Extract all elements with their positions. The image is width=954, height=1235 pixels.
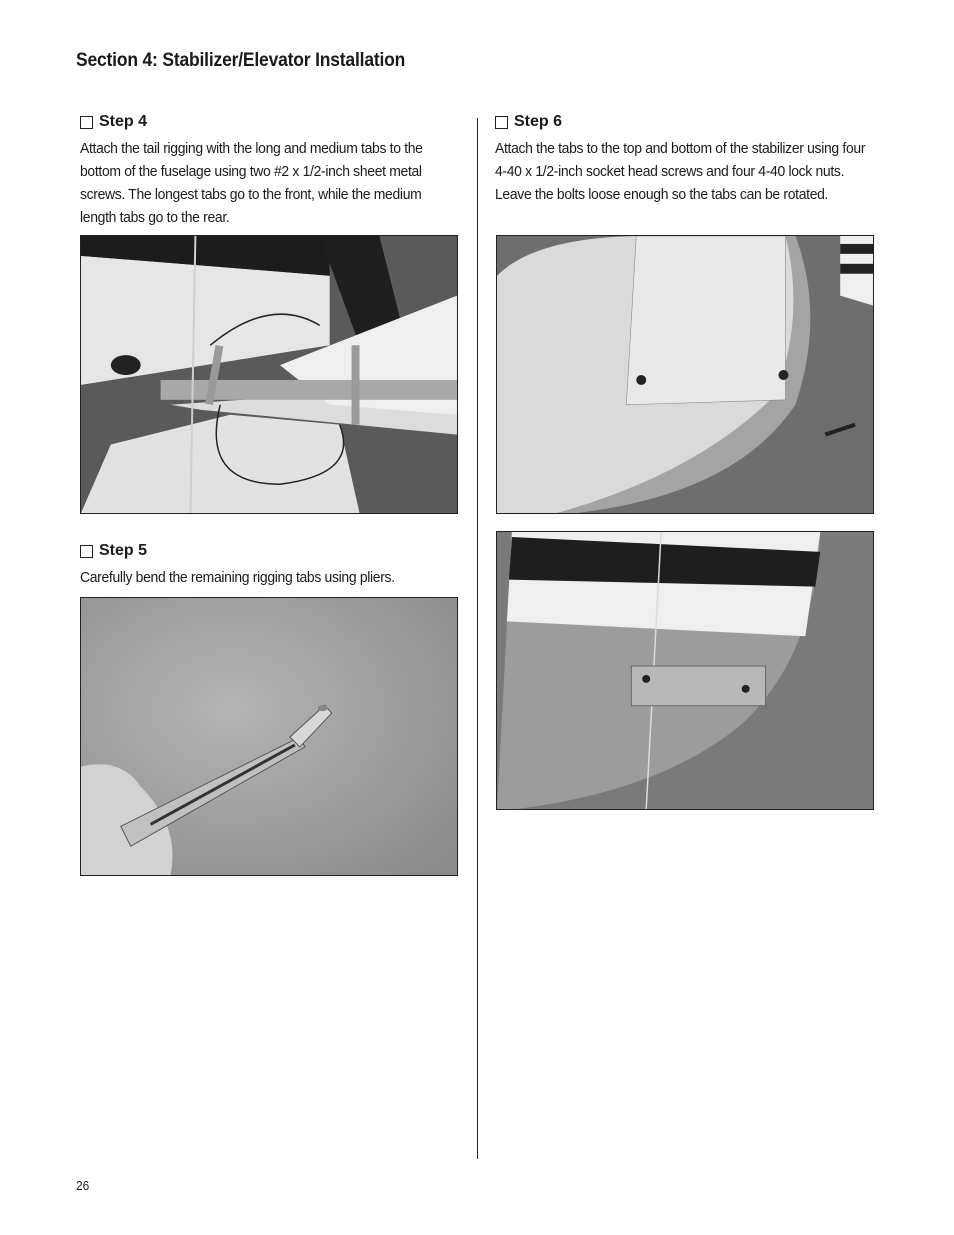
- step-6: [495, 111, 875, 206]
- photo-stabilizer-tabs-top: [496, 235, 874, 514]
- step-5-text: Carefully bend the remaining rigging tabs using pliers.: [80, 569, 395, 586]
- step-5-title: Step 5: [99, 542, 148, 559]
- photo-tail-rigging-fuselage: [80, 235, 458, 514]
- step-5: [80, 540, 460, 589]
- column-divider: [477, 118, 478, 1159]
- photo-stabilizer-tabs-top-image: [497, 236, 873, 513]
- step-4-text: Attach the tail rigging with the long and medium tabs to the bottom of the fuselage using two #2 x 1/2-inch sheet metal screws. The longest tabs go to the front, while the medium length tabs go to the rear.: [80, 140, 423, 226]
- photo-bending-tabs-pliers-image: [81, 598, 457, 875]
- step-6-title: Step 6: [514, 113, 563, 130]
- section-title: Section 4: Stabilizer/Elevator Installation: [76, 50, 406, 71]
- photo-tail-rigging-fuselage-image: [81, 236, 457, 513]
- step-5-checkbox[interactable]: [80, 545, 93, 558]
- photo-stabilizer-tabs-bottom: [496, 531, 874, 810]
- step-4-checkbox[interactable]: [80, 116, 93, 129]
- step-4-heading: [80, 111, 460, 133]
- step-6-checkbox[interactable]: [495, 116, 508, 129]
- page-number: 26: [76, 1178, 90, 1193]
- photo-bending-tabs-pliers: [80, 597, 458, 876]
- step-6-heading: [495, 111, 875, 133]
- step-4-title: Step 4: [99, 113, 148, 130]
- photo-stabilizer-tabs-bottom-image: [497, 532, 873, 809]
- step-4: [80, 111, 460, 229]
- step-5-heading: [80, 540, 460, 562]
- step-6-text: Attach the tabs to the top and bottom of the stabilizer using four 4-40 x 1/2-inch socket head screws and four 4-40 lock nuts. Leave the bolts loose enough so the tabs can be rotated.: [495, 140, 866, 203]
